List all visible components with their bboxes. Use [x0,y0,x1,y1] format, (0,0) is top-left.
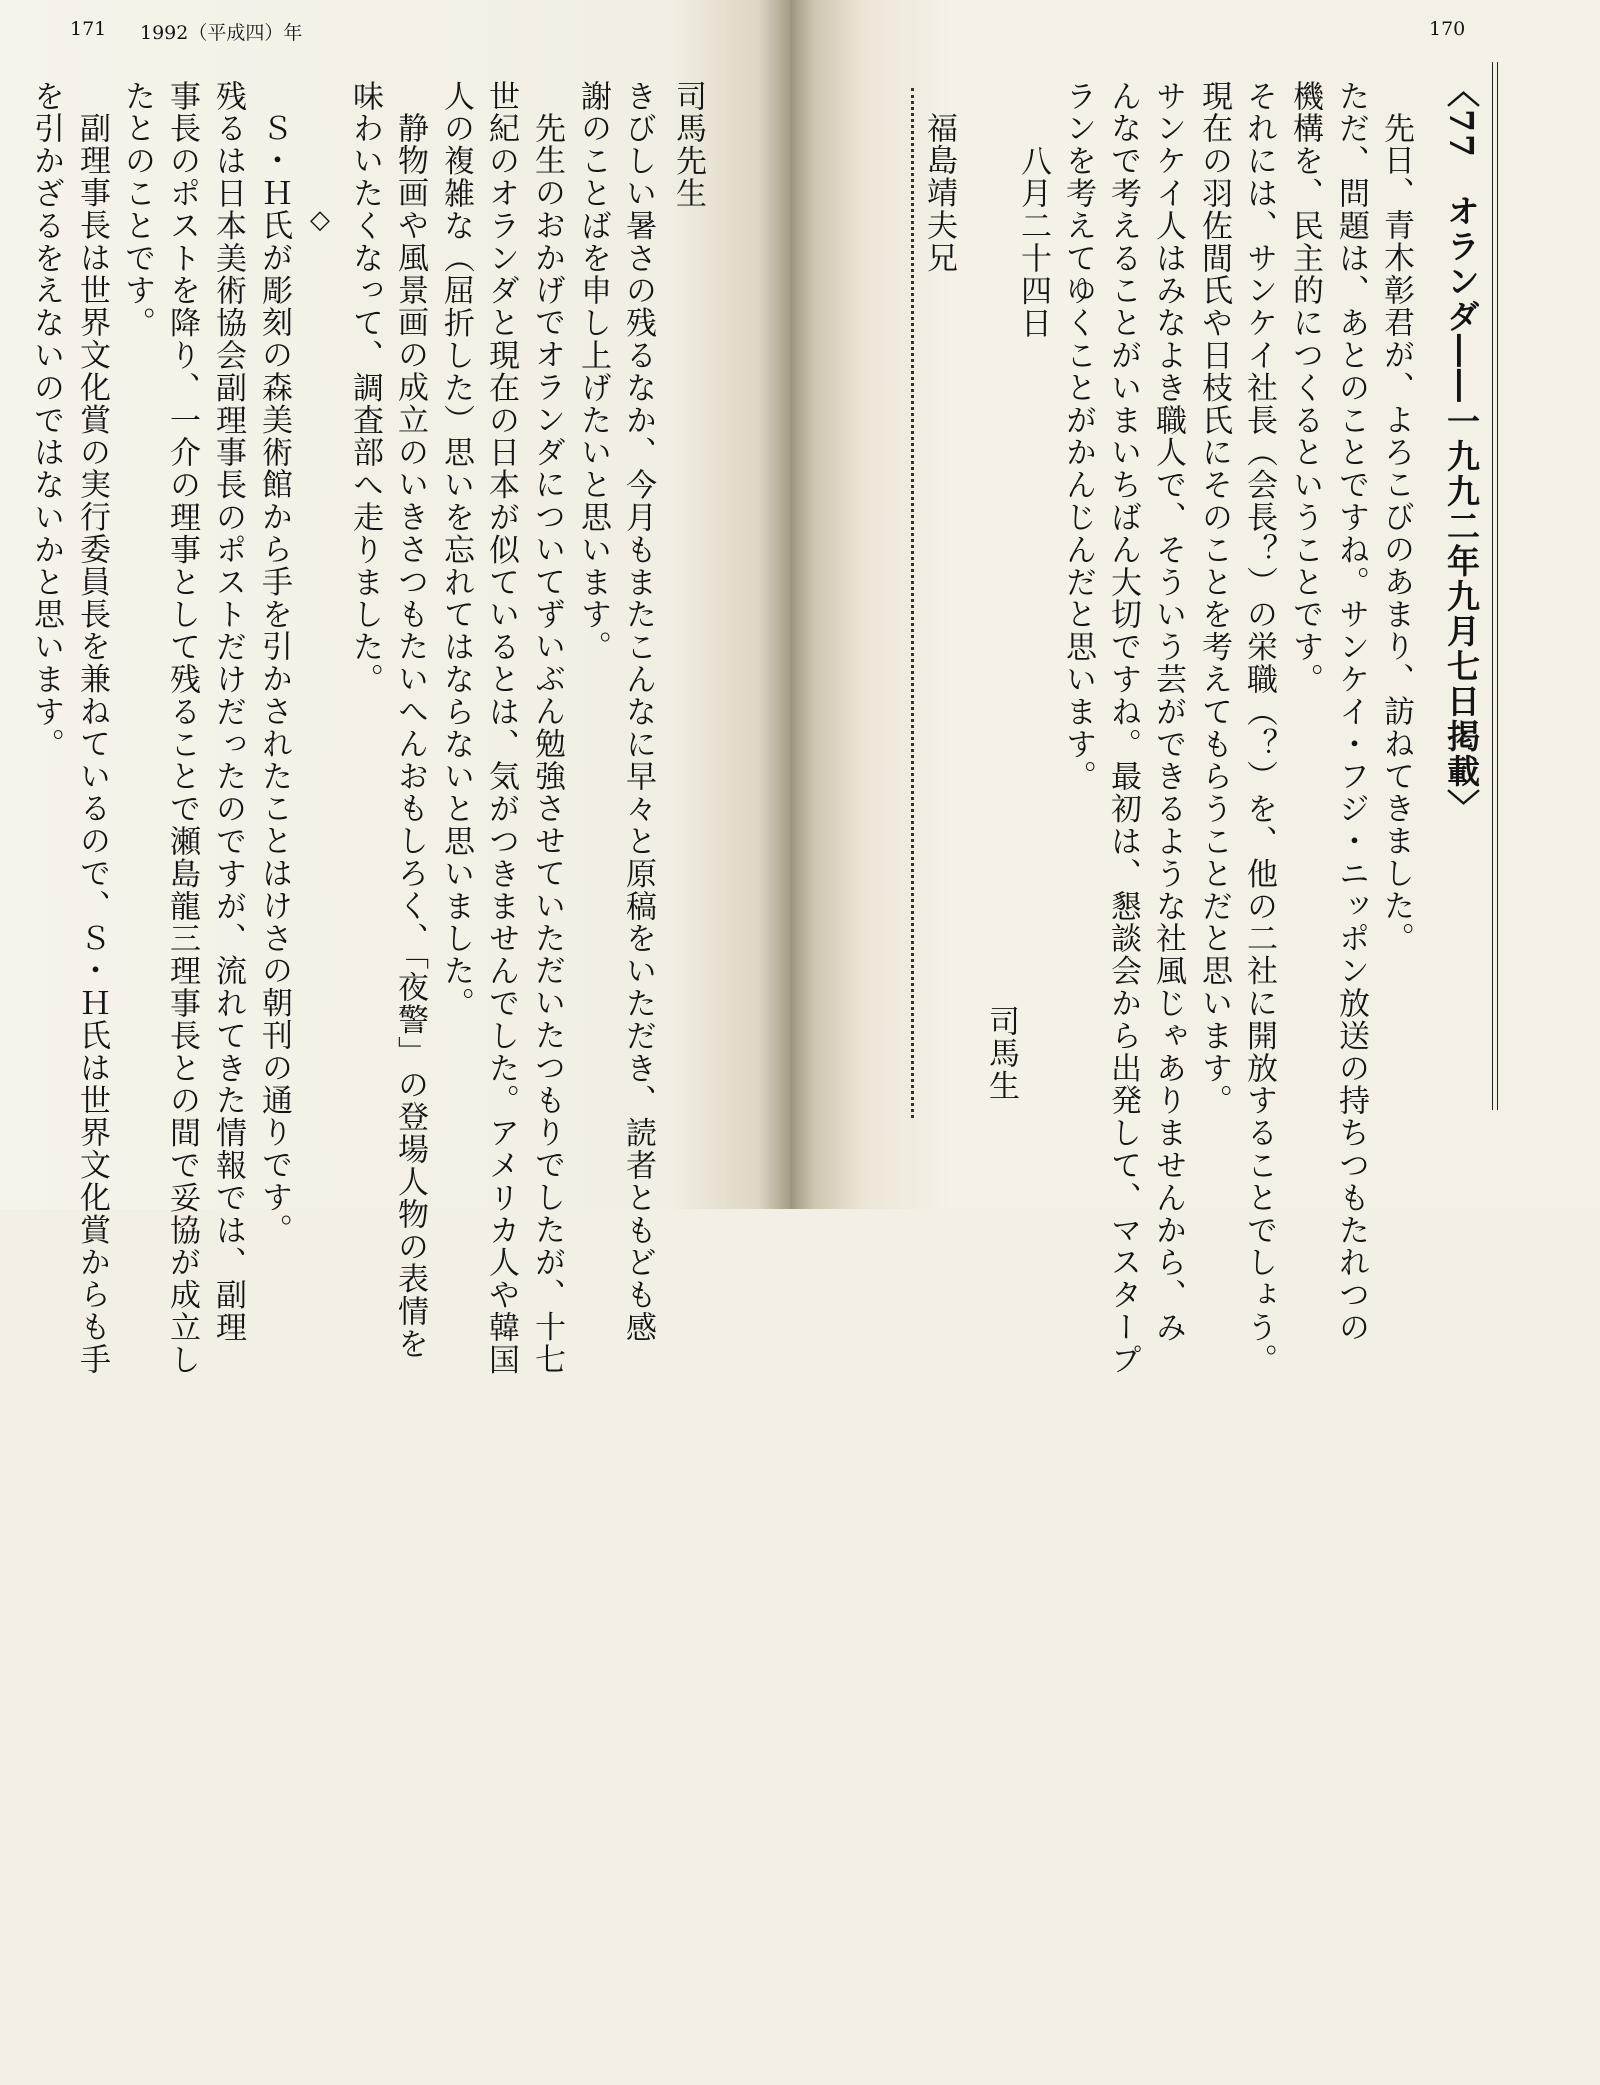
salutation: 司馬先生 [670,80,706,210]
body-line: んなで考えることがいまいちばん大切ですね。最初は、懇談会から出発して、マスタープ [1105,80,1141,1376]
body-line: ランを考えてゆくことがかんじんだと思います。 [1060,80,1096,793]
body-line: Ｓ・Ｈ氏が彫刻の森美術館から手を引かされたことはけさの朝刊の通りです。 [256,112,292,1246]
body-line: 謝のことばを申し上げたいと思います。 [575,80,611,664]
body-line: サンケイ人はみなよき職人で、そういう芸ができるような社風じゃありませんから、み [1150,80,1186,1344]
body-line: 機構を、民主的につくるということです。 [1287,80,1323,696]
heading-rule [1492,62,1498,1110]
body-line: きびしい暑さの残るなか、今月もまたこんなに早々と原稿をいただき、読者ともども感 [620,80,656,1344]
body-line: 副理事長は世界文化賞の実行委員長を兼ねているので、Ｓ・Ｈ氏は世界文化賞からも手 [74,112,110,1376]
section-divider-diamond: ◇ [305,205,335,237]
letter-date: 八月二十四日 [1015,145,1051,340]
body-line: それには、サンケイ社長（会長？）の栄職（？）を、他の二社に開放することでしょう。 [1241,80,1277,1376]
signature: 司馬生 [983,1005,1019,1103]
body-line: 先生のおかげでオランダについてずいぶん勉強させていただいたつもりでしたが、十七 [529,112,565,1376]
body-line: 人の複雑な（屈折した）思いを忘れてはならないと思いました。 [438,80,474,1020]
body-line: 世紀のオランダと現在の日本が似ているとは、気がつきませんでした。アメリカ人や韓国 [483,80,519,1376]
body-line: 現在の羽佐間氏や日枝氏にそのことを考えてもらうことだと思います。 [1196,80,1232,1117]
addressee: 福島靖夫兄 [921,112,957,274]
running-head: 1992（平成四）年 [140,22,303,44]
section-heading: 〈77 オランダ――一九九二年九月七日掲載〉 [1442,74,1481,824]
body-line: 静物画や風景画の成立のいきさつもたいへんおもしろく、「夜警」の登場人物の表情を [392,112,428,1361]
body-line: 残るは日本美術協会副理事長のポストだけだったのですが、流れてきた情報では、副理 [210,80,246,1344]
page-number-right: 170 [1429,18,1466,40]
body-line: 先日、青木彰君が、よろこびのあまり、訪ねてきました。 [1378,112,1414,955]
dotted-separator [911,88,914,1118]
left-page [0,0,790,1376]
body-line: 味わいたくなって、調査部へ走りました。 [347,80,383,696]
page-number-left: 171 [70,18,107,40]
body-line: 事長のポストを降り、一介の理事として残ることで瀬島龍三理事長との間で妥協が成立し [164,80,200,1376]
right-page [790,0,1600,1376]
body-line: ただ、問題は、あとのことですね。サンケイ・フジ・ニッポン放送の持ちつもたれつの [1333,80,1369,1344]
body-line: を引かざるをえないのではないかと思います。 [28,80,64,761]
body-line: たとのことです。 [119,80,155,340]
